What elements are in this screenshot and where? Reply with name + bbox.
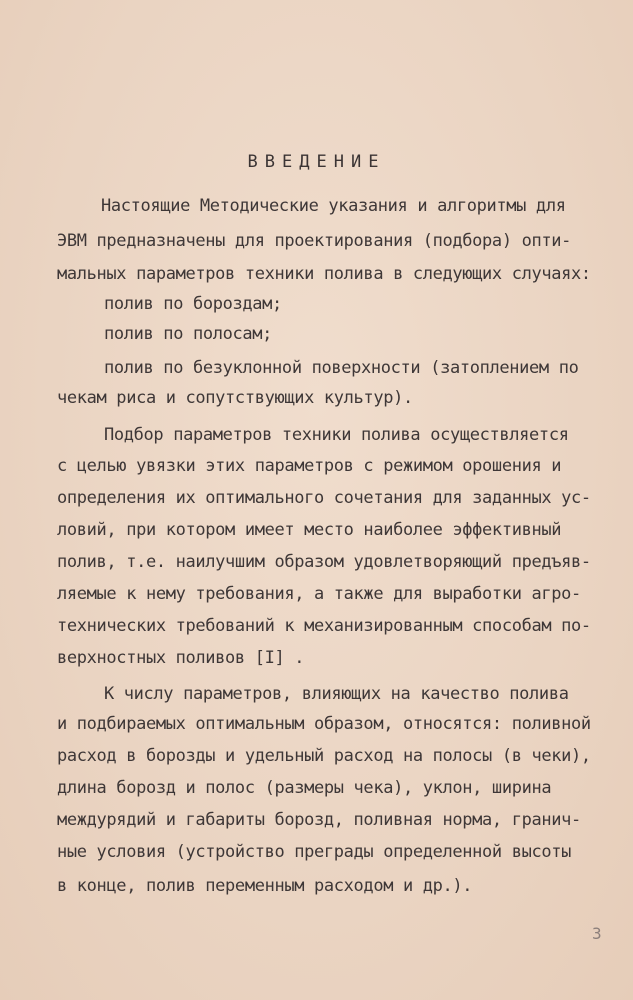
text-line: технических требований к механизированным способам по-	[57, 616, 591, 636]
text-line: полив по полосам;	[104, 324, 273, 344]
text-line: в конце, полив переменным расходом и др.).	[57, 876, 473, 896]
text-line: междурядий и габариты борозд, поливная норма, гранич-	[57, 810, 581, 830]
text-line: полив по бороздам;	[104, 294, 282, 314]
text-line: верхностных поливов [I] .	[57, 648, 305, 668]
text-line: чекам риса и сопутствующих культур).	[57, 388, 413, 408]
text-line: К числу параметров, влияющих на качество полива	[104, 684, 569, 704]
text-line: ляемые к нему требования, а также для выработки агро-	[57, 584, 581, 604]
text-line: ные условия (устройство преграды определенной высоты	[57, 842, 572, 862]
text-line: ЭВМ предназначены для проектирования (подбора) опти-	[57, 231, 572, 251]
text-line: Подбор параметров техники полива осуществляется	[104, 425, 569, 445]
text-line: расход в борозды и удельный расход на полосы (в чеки),	[57, 746, 591, 766]
text-line: полив по безуклонной поверхности (затоплением по	[104, 358, 579, 378]
text-line: мальных параметров техники полива в следующих случаях:	[57, 264, 591, 284]
text-line: определения их оптимального сочетания для заданных ус-	[57, 488, 591, 508]
text-line: длина борозд и полос (размеры чека), уклон, ширина	[57, 778, 552, 798]
text-line: ловий, при котором имеет место наиболее эффективный	[57, 520, 562, 540]
section-heading: ВВЕДЕНИЕ	[247, 152, 386, 172]
text-line: полив, т.е. наилучшим образом удовлетворяющий предъяв-	[57, 552, 591, 572]
text-line: с целью увязки этих параметров с режимом орошения и	[57, 456, 562, 476]
text-line: Настоящие Методические указания и алгоритмы для	[101, 196, 566, 216]
page-number: 3	[592, 924, 602, 943]
text-line: и подбираемых оптимальным образом, относятся: поливной	[57, 714, 591, 734]
